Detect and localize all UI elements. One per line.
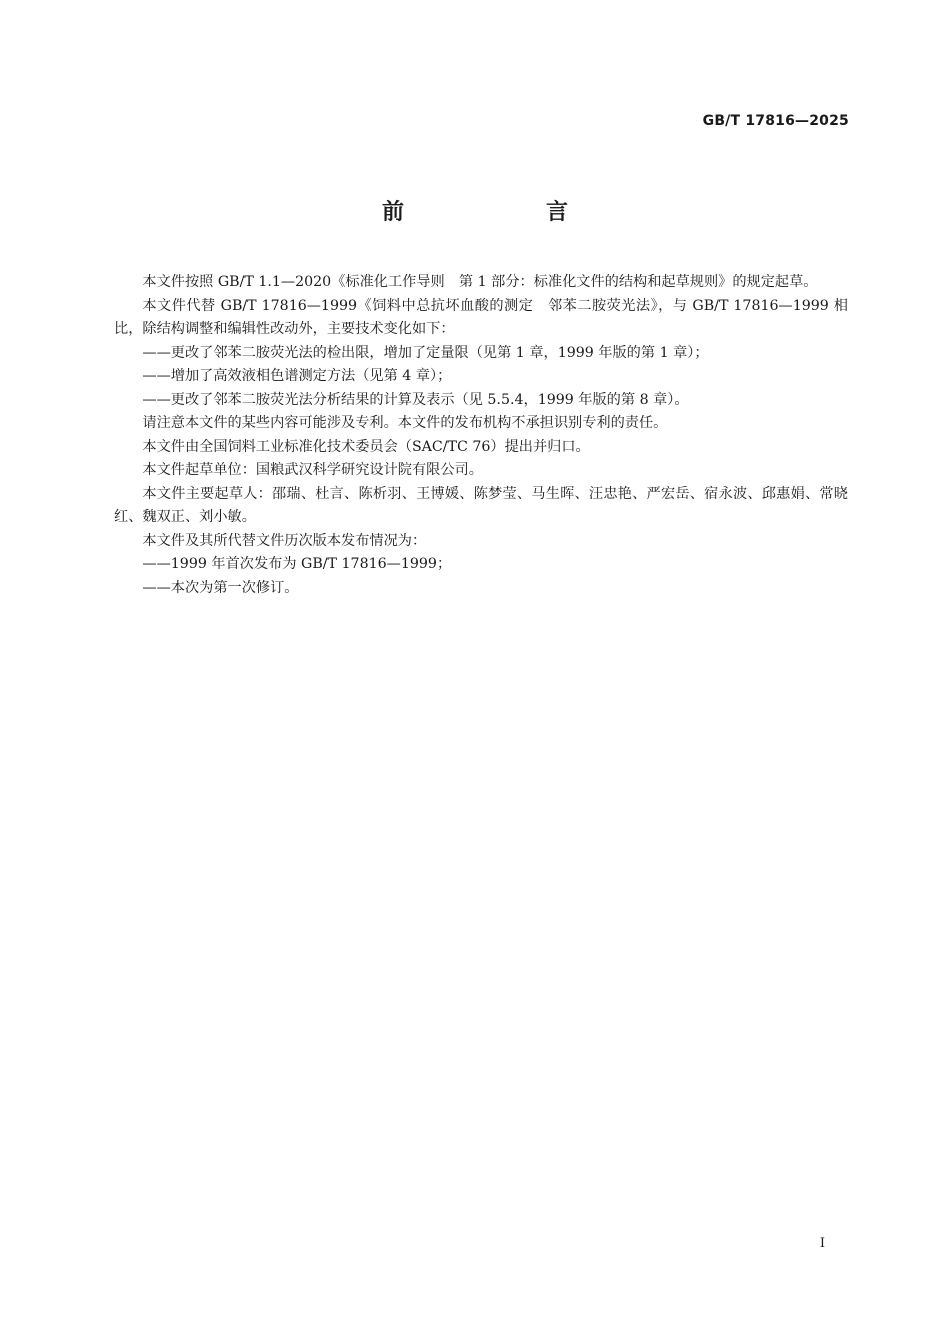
- paragraph-replacement: 本文件代替 GB/T 17816—1999《饲料中总抗坏血酸的测定 邻苯二胺荧光法》，与 GB/T 17816—1999 相比，除结构调整和编辑性改动外，主要技术变化如下：: [114, 297, 848, 337]
- paragraph-drafting-unit: 本文件起草单位：国粮武汉科学研究设计院有限公司。: [142, 462, 483, 478]
- change-item-calculation: ——更改了邻苯二胺荧光法分析结果的计算及表示（见 5.5.4，1999 年版的第 8 章）。: [142, 391, 689, 408]
- change-item-hplc-method: ——增加了高效液相色谱测定方法（见第 4 章）；: [142, 368, 452, 384]
- paragraph-version-history: 本文件及其所代替文件历次版本发布情况为：: [142, 532, 427, 549]
- paragraph-drafting-basis: 本文件按照 GB/T 1.1—2020《标准化工作导则 第 1 部分：标准化文件的结构和起草规则》的规定起草。: [142, 274, 818, 290]
- page-title: 前 言: [381, 200, 628, 225]
- history-item-first-revision: ——本次为第一次修订。: [142, 579, 299, 596]
- page-number: I: [819, 1236, 825, 1251]
- paragraph-proposer: 本文件由全国饲料工业标准化技术委员会（SAC/TC 76）提出并归口。: [142, 438, 590, 455]
- history-item-first-release: ——1999 年首次发布为 GB/T 17816—1999；: [142, 556, 452, 572]
- change-item-detection-limit: ——更改了邻苯二胺荧光法的检出限，增加了定量限（见第 1 章，1999 年版的第 1 章）；: [142, 344, 709, 361]
- standard-number: GB/T 17816—2025: [702, 113, 849, 129]
- foreword-body: [114, 271, 848, 600]
- paragraph-drafters: 本文件主要起草人：邵瑞、杜言、陈析羽、王博媛、陈梦莹、马生晖、汪忠艳、严宏岳、宿永波、邱惠娟、常晓红、魏双正、刘小敏。: [114, 485, 848, 525]
- paragraph-patent-notice: 请注意本文件的某些内容可能涉及专利。本文件的发布机构不承担识别专利的责任。: [142, 415, 668, 431]
